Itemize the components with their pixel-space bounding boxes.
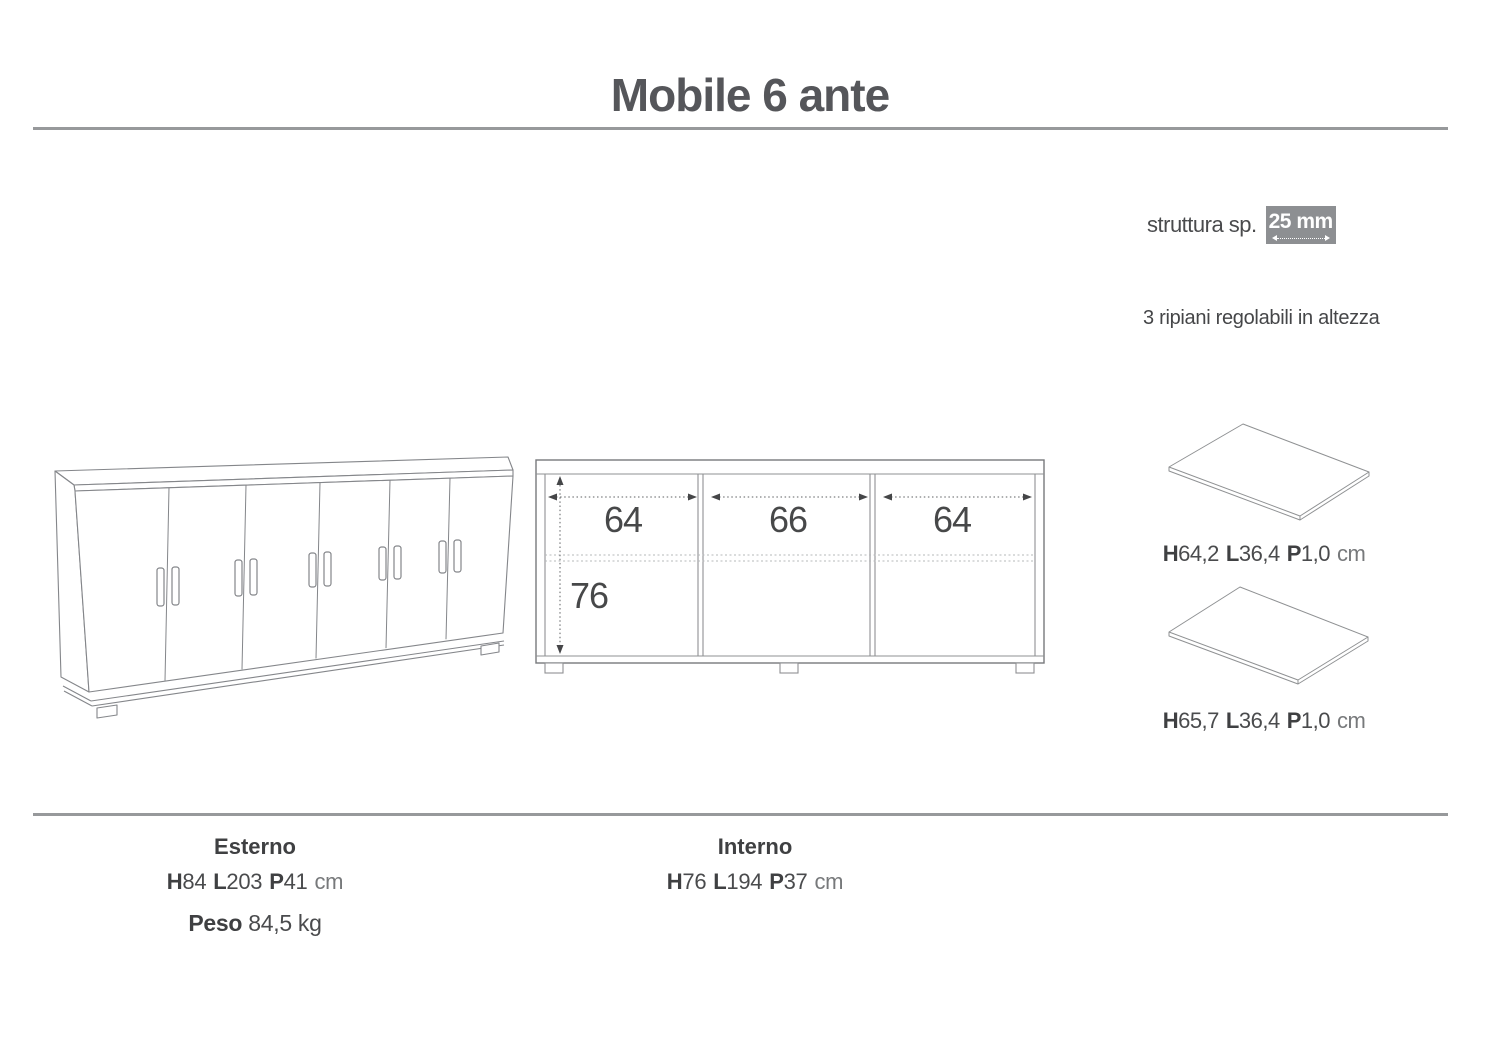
weight-value: 84,5 kg	[248, 910, 322, 936]
footer-divider	[33, 813, 1448, 816]
shelf-bottom-drawing	[1160, 580, 1374, 690]
external-dimensions-block	[80, 834, 430, 937]
weight-row	[80, 910, 430, 937]
structure-thickness-badge	[1266, 206, 1336, 244]
thickness-arrow-icon	[1272, 235, 1330, 242]
front-view-drawing	[530, 455, 1050, 685]
weight-label: Peso	[188, 910, 243, 936]
front-view-foot-right	[1016, 663, 1034, 673]
internal-title: Interno	[717, 834, 793, 859]
structure-thickness-row	[1147, 206, 1336, 244]
cabinet-foot-left	[97, 705, 117, 718]
external-dims: H84 L203 P41 cm	[166, 869, 344, 894]
cabinet-foot-right	[481, 643, 499, 655]
front-view-container	[530, 455, 1050, 685]
internal-dimensions-block	[580, 834, 930, 895]
width-dim-right: 64	[932, 499, 972, 540]
front-view-foot-left	[545, 663, 563, 673]
front-view-foot-center	[780, 663, 798, 673]
internal-dims: H76 L194 P37 cm	[666, 869, 844, 894]
structure-thickness-value: 25 mm	[1268, 209, 1333, 233]
external-title: Esterno	[214, 834, 296, 859]
adjustable-shelves-note: 3 ripiani regolabili in altezza	[1143, 307, 1380, 329]
structure-thickness-label: struttura sp.	[1147, 212, 1257, 237]
cabinet-3d-drawing	[45, 455, 520, 721]
shelf-bottom-dimensions: H65,7 L36,4 P1,0 cm	[1162, 708, 1366, 733]
shelf-bottom-face	[1169, 587, 1368, 680]
title-divider	[33, 127, 1448, 130]
page-title: Mobile 6 ante	[610, 69, 890, 121]
width-dim-center: 66	[768, 499, 808, 540]
shelf-top-face	[1169, 424, 1369, 516]
shelf-top-drawing	[1160, 413, 1374, 525]
width-dim-left: 64	[603, 499, 643, 540]
shelf-top-dimensions: H64,2 L36,4 P1,0 cm	[1162, 541, 1366, 566]
height-dim: 76	[570, 575, 609, 616]
